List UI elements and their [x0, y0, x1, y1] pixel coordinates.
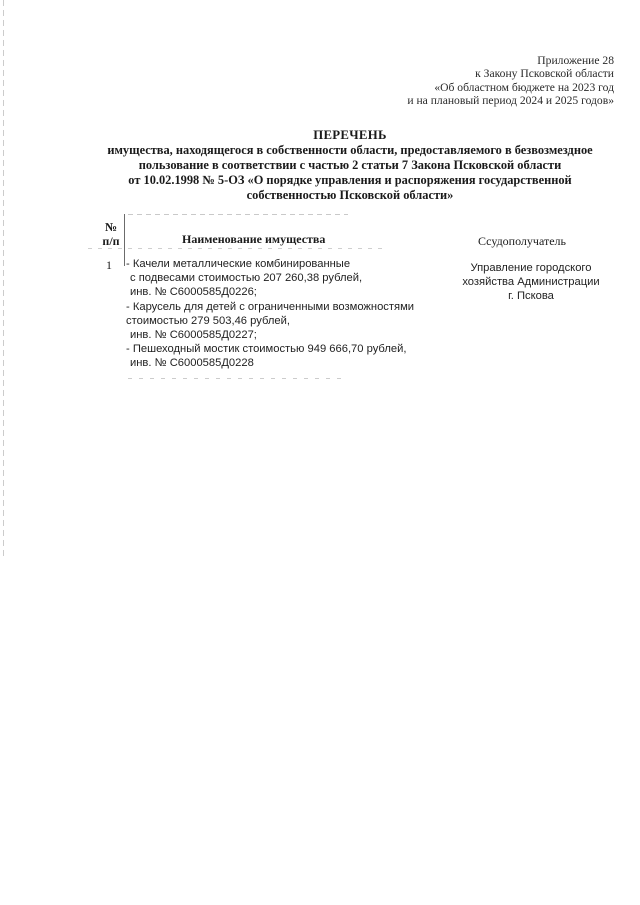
header-property-name: Наименование имущества [182, 232, 326, 246]
header-number [98, 220, 124, 248]
row-number: 1 [106, 258, 112, 272]
borrower-line: Управление городского [470, 262, 592, 274]
header-number-abbr: п/п [102, 234, 120, 248]
title-line: имущества, находящегося в собственности области, предоставляемого в безвозмездное [107, 143, 593, 157]
borrower-line: г. Пскова [508, 290, 554, 302]
title-line: пользование в соответствии с частью 2 статьи 7 Закона Псковской области [138, 158, 562, 172]
borrower-line: хозяйства Администрации [462, 276, 600, 288]
title-line: собственностью Псковской области» [246, 188, 454, 202]
appendix-reference [314, 54, 614, 108]
header-number-symbol: № [104, 220, 118, 234]
property-line: - Качели металлические комбинированные [126, 258, 351, 270]
title-heading: ПЕРЕЧЕНЬ [313, 128, 387, 142]
property-line: - Карусель для детей с ограниченными возможностями [126, 300, 415, 313]
scan-edge-mark [3, 0, 4, 560]
property-line: с подвесами стоимостью 207 260,38 рублей, [130, 272, 363, 285]
table-bottom-line [128, 378, 348, 379]
property-line: инв. № С6000585Д0228 [130, 357, 254, 370]
row-borrower [446, 261, 616, 303]
property-line: инв. № С6000585Д0227; [130, 329, 257, 342]
property-line: стоимостью 279 503,46 рублей, [126, 314, 290, 327]
table-top-line [128, 214, 348, 215]
property-line: - Пешеходный мостик стоимостью 949 666,70 рублей, [126, 343, 407, 356]
row-property-list [122, 257, 442, 371]
header-divider [88, 248, 388, 249]
property-line: инв. № С6000585Д0226; [130, 286, 257, 299]
appendix-line: Приложение 28 [537, 54, 614, 67]
appendix-line: «Об областном бюджете на 2023 год [434, 80, 614, 94]
property-table [88, 214, 618, 379]
appendix-line: к Закону Псковской области [475, 67, 614, 81]
appendix-line: и на плановый период 2024 и 2025 годов» [407, 94, 614, 108]
document-title [60, 128, 640, 203]
title-line: от 10.02.1998 № 5-ОЗ «О порядке управления и распоряжения государственной [128, 173, 572, 187]
header-borrower: Ссудополучатель [478, 234, 567, 248]
